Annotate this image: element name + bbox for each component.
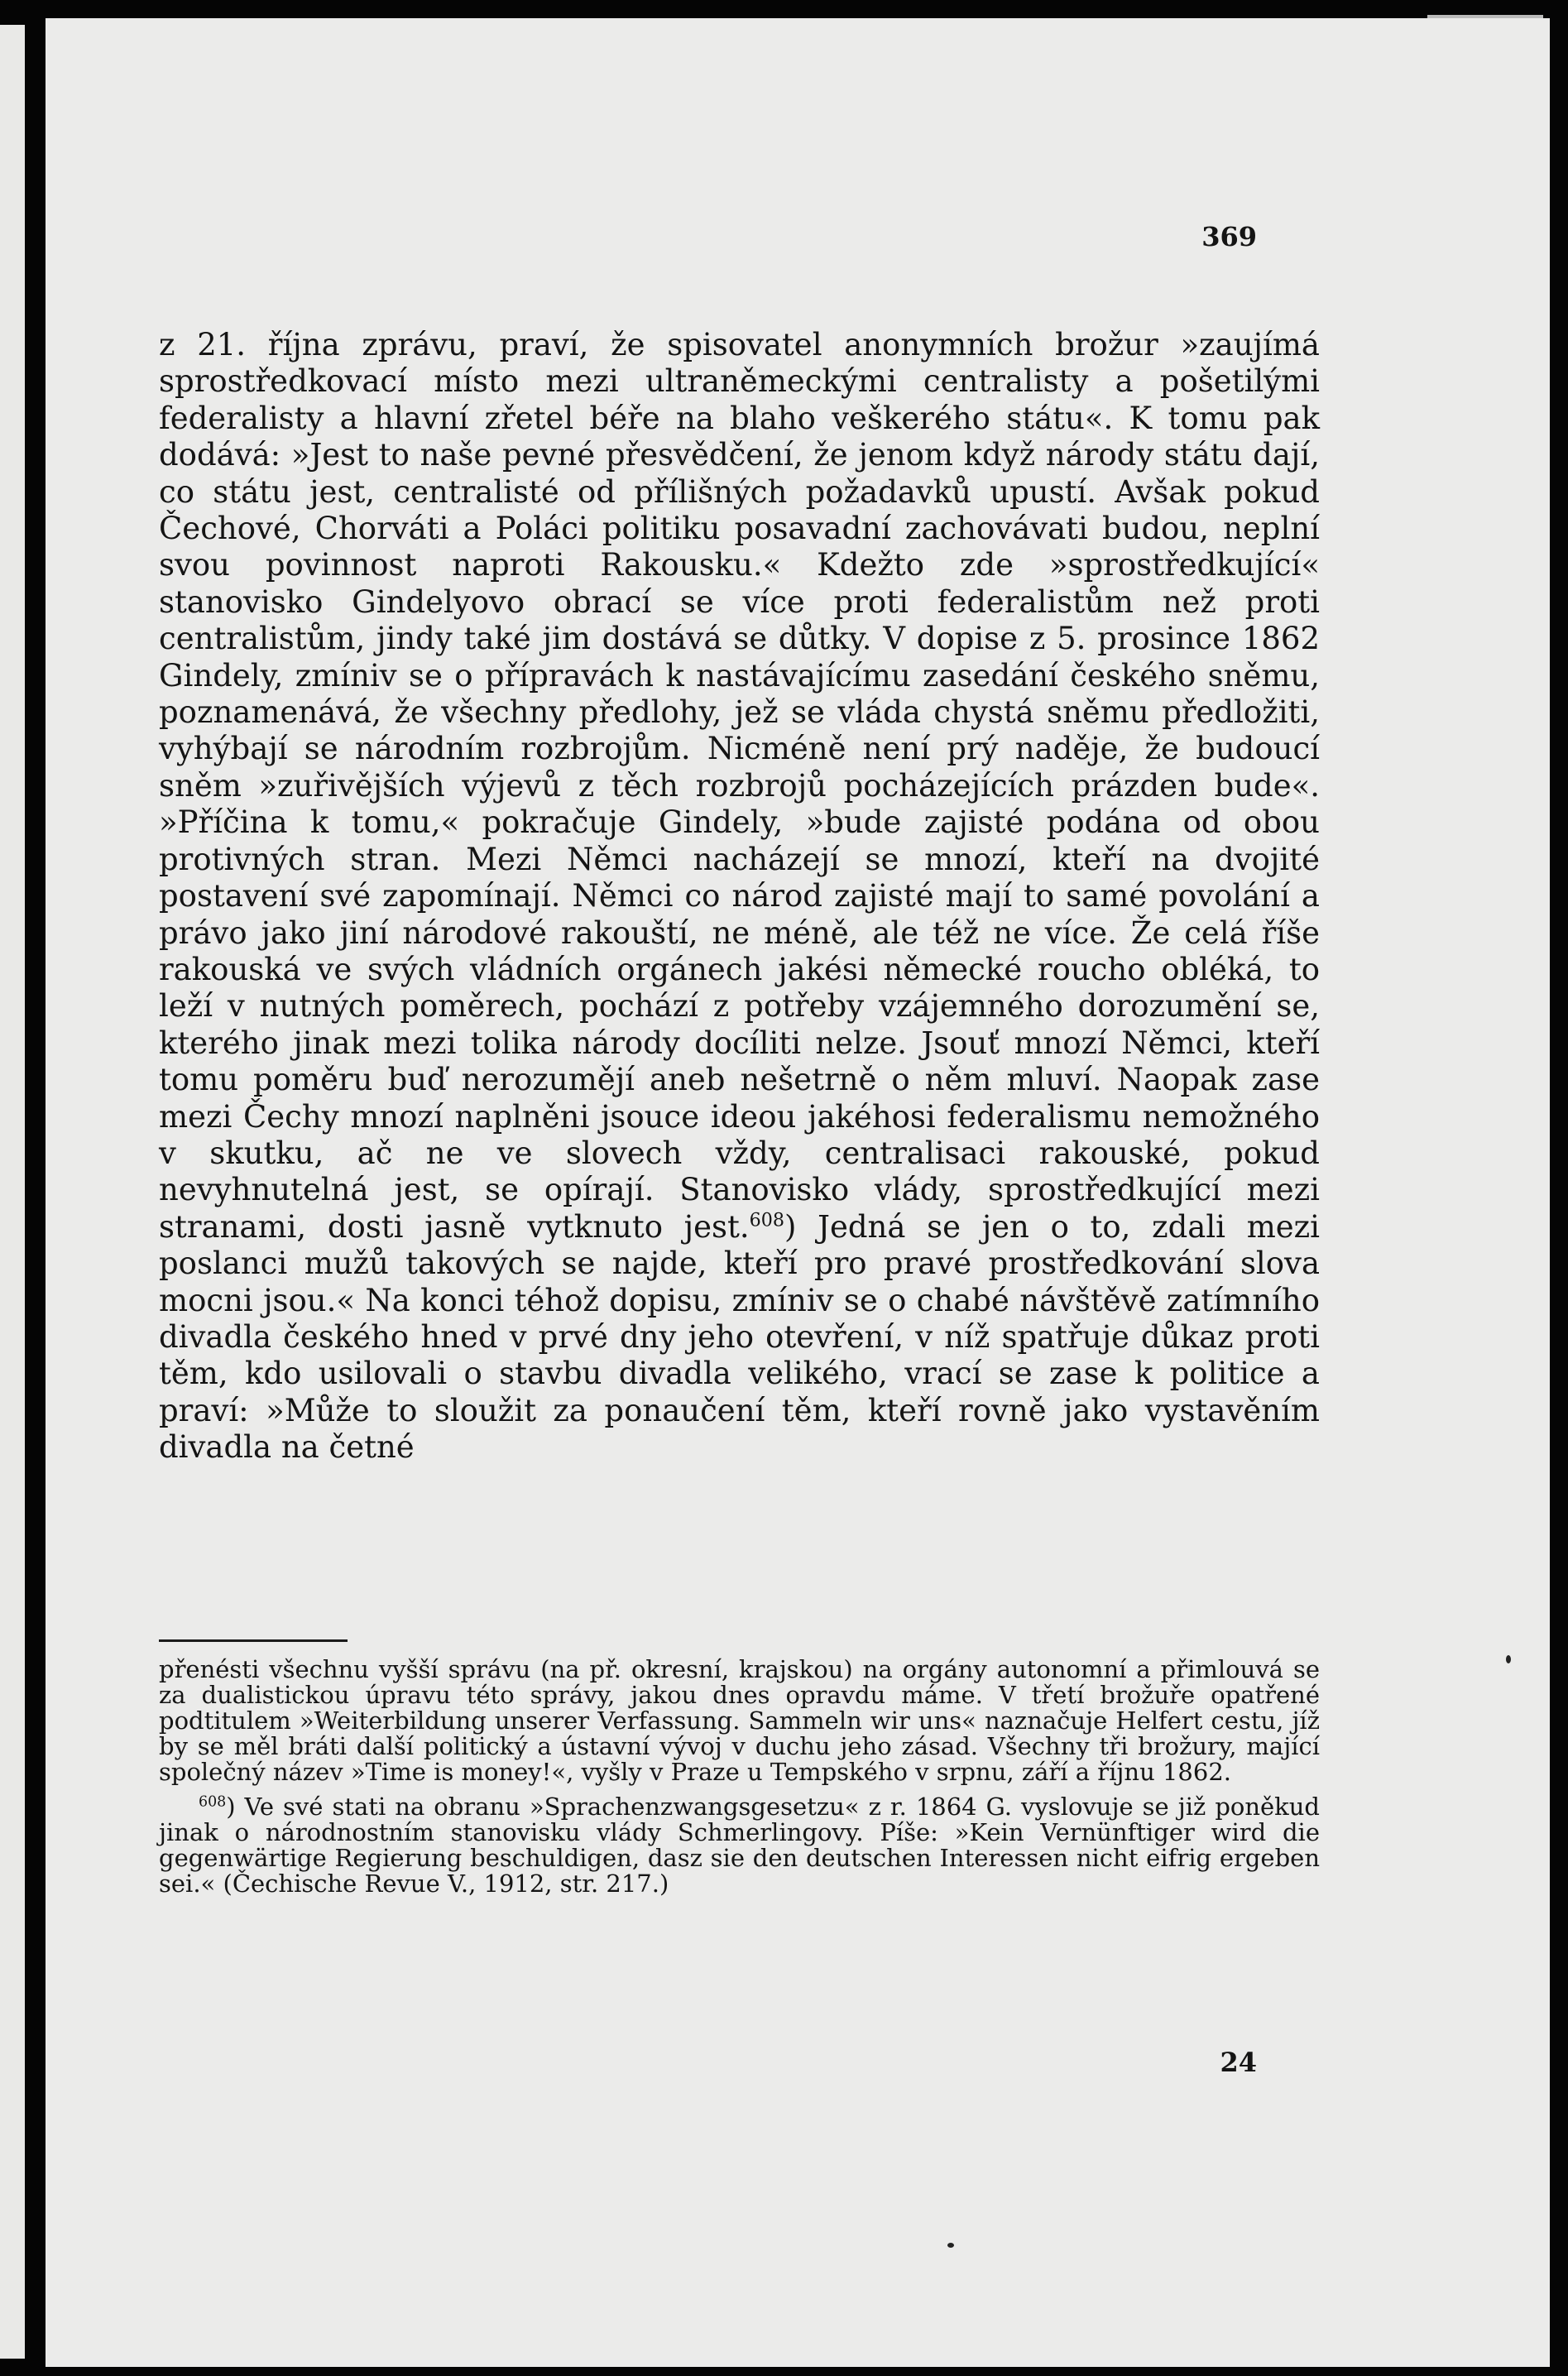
- printer-signature-mark: 24: [1220, 2047, 1257, 2078]
- body-text-continued: ) Jedná se jen o to, zdali mezi poslanci mužů takových se najde, kteří pro pravé prostředkování slova mocni jsou.« Na konci téhož dopisu, zmíniv se o chabé návštěvě zatímního divadla českého hned v prvé dny jeho otevření, v níž spatřuje důkaz proti těm, kdo usilovali o stavbu divadla velikého, vrací se zase k politice a praví: »Může to sloužit za ponaučení těm, kteří rovně jako vystavěním divadla na četné: [159, 1208, 1320, 1466]
- footnotes-block: [159, 1657, 1320, 1897]
- footnote-continued: přenésti všechnu vyšší správu (na př. okresní, krajskou) na orgány autonomní a přimlouvá se za dualistickou úpravu této správy, jakou dnes opravdu máme. V třetí brožuře opatřené podtitulem »Weiterbildung unserer Verfassung. Sammeln wir uns« naznačuje Helfert cestu, jíž by se měl bráti další politický a ústavní vývoj v duchu jeho zásad. Všechny tři brožury, mající společný název »Time is money!«, vyšly v Praze u Tempského v srpnu, září a říjnu 1862.: [159, 1655, 1320, 1786]
- page-number: 369: [1201, 221, 1257, 252]
- body-paragraph: [159, 327, 1320, 1466]
- main-text-block: [159, 327, 1320, 1466]
- footnote-608-text: ) Ve své stati na obranu »Sprachenzwangsgesetzu« z r. 1864 G. vyslovuje se již poněkud jinak o národnostním stanovisku vlády Schmerlingovy. Píše: »Kein Vernünftiger wird die gegenwärtige Regierung beschuldigen, dasz sie den deutschen Interessen nicht eifrig ergeben sei.« (Čechische Revue V., 1912, str. 217.): [159, 1793, 1320, 1898]
- footnote-608: [159, 1794, 1320, 1897]
- scan-speck: [1506, 1655, 1511, 1663]
- scan-speck: [947, 2243, 954, 2248]
- footnote-marker: 608: [199, 1793, 227, 1811]
- body-text: z 21. října zprávu, praví, že spisovatel anonymních brožur »zaujímá sprostředkovací místo mezi ultraněmeckými centralisty a pošetilými federalisty a hlavní zřetel béře na blaho veškerého státu«. K tomu pak dodává: »Jest to naše pevné přesvědčení, že jenom když národy státu dají, co státu jest, centralisté od přílišných požadavků upustí. Avšak pokud Čechové, Chorváti a Poláci politiku posavadní zachovávati budou, neplní svou povinnost naproti Rakousku.« Kdežto zde »sprostředkující« stanovisko Gindelyovo obrací se více proti federalistům než proti centralistům, jindy také jim dostává se důtky. V dopise z 5. prosince 1862 Gindely, zmíniv se o přípravách k nastávajícímu zasedání českého sněmu, poznamenává, že všechny předlohy, jež se vláda chystá sněmu předložiti, vyhýbají se národním rozbrojům. Nicméně není prý naděje, že budoucí sněm »zuřivějších výjevů z těch rozbrojů pocházejících prázden bude«. »Příčina k tomu,« pokračuje Gindely, »bude zajisté podána od obou protivných stran. Mezi Němci nacházejí se mnozí, kteří na dvojité postavení své zapomínají. Němci co národ zajisté mají to samé povolání a právo jako jiní národové rakouští, ne méně, ale též ne více. Že celá říše rakouská ve svých vládních orgánech jakési německé roucho obléká, to leží v nutných poměrech, pochází z potřeby vzájemného dorozumění se, kterého jinak mezi tolika národy docíliti nelze. Jsouť mnozí Němci, kteří tomu poměru buď nerozumějí aneb nešetrně o něm mluví. Naopak zase mezi Čechy mnozí naplněni jsouce ideou jakéhosi federalismu nemožného v skutku, ač ne ve slovech vždy, centralisaci rakouské, pokud nevyhnutelná jest, se opírají. Stanovisko vlády, sprostředkující mezi stranami, dosti jasně vytknuto jest.: [159, 327, 1320, 1245]
- footnote-reference: 608: [749, 1209, 785, 1231]
- book-page: [46, 18, 1550, 2367]
- footnote-separator: [159, 1639, 348, 1642]
- facing-page-edge: [0, 25, 25, 2359]
